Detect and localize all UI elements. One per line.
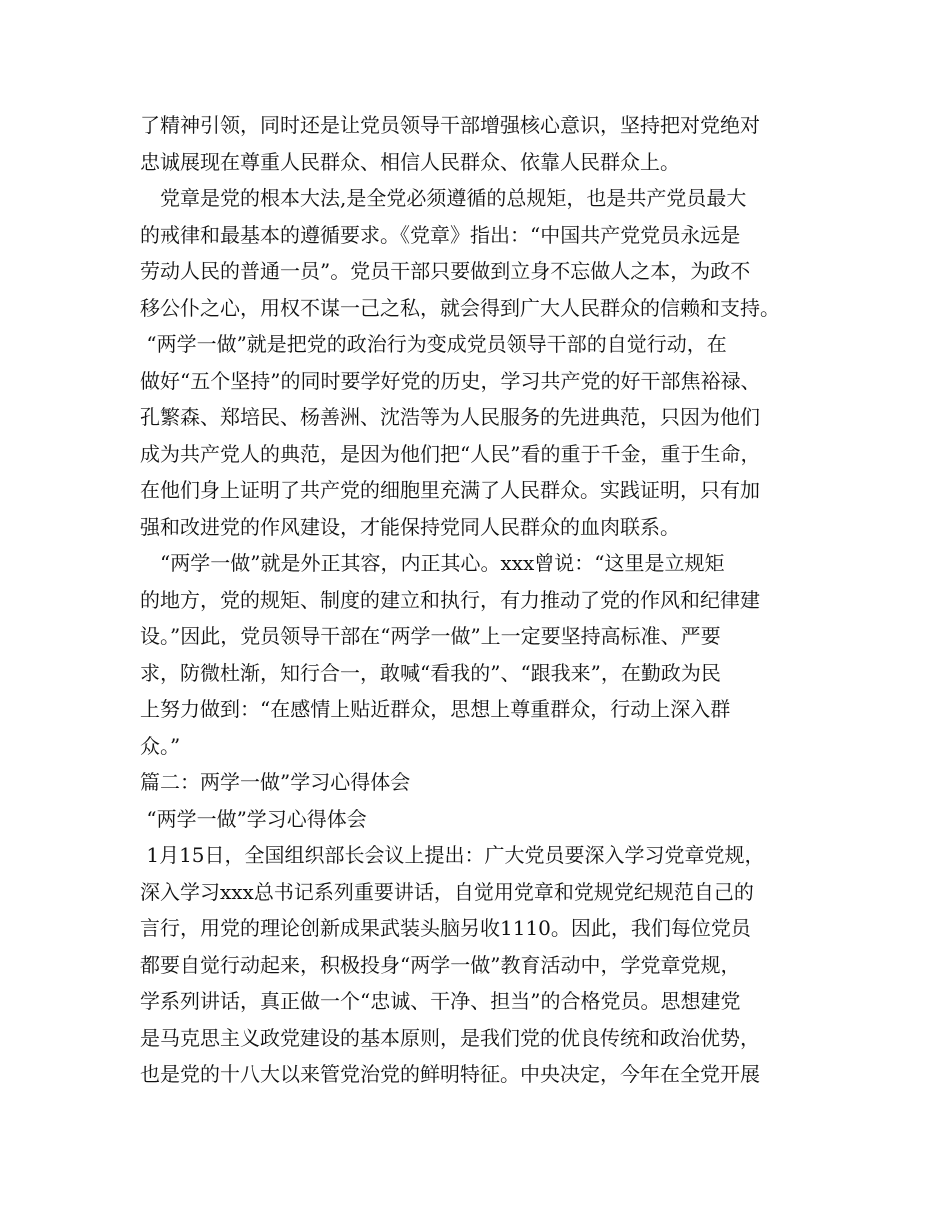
- article-title: “两学一做”学习心得体会: [140, 806, 367, 831]
- text-line: 也是党的十八大以来管党治党的鲜明特征。中央决定，今年在全党开展: [140, 1062, 760, 1086]
- text-line: “两学一做”就是把党的政治行为变成党员领导干部的自觉行动，在: [140, 332, 727, 356]
- section-heading: 篇二：两学一做”学习心得体会: [140, 770, 411, 794]
- text-line: 党章是党的根本大法,是全党必须遵循的总规矩，也是共产党员最大: [140, 186, 747, 210]
- text-line: 众。”: [140, 733, 181, 758]
- text-line: 设。”因此，党员领导干部在“两学一做”上一定要坚持高标准、严要: [140, 624, 721, 648]
- text-line: 学系列讲话，真正做一个“忠诚、干净、担当”的合格党员。思想建党: [140, 989, 741, 1013]
- text-line: 做好“五个坚持”的同时要学好党的历史，学习共产党的好干部焦裕禄、: [140, 368, 761, 393]
- text-line: 成为共产党人的典范，是因为他们把“人民”看的重于千金，重于生命，: [140, 441, 761, 466]
- text-line: 在他们身上证明了共产党的细胞里充满了人民群众。实践证明，只有加: [140, 478, 760, 502]
- text-line: 求，防微杜渐，知行合一，敢喊“看我的”、“跟我来”，在勤政为民: [140, 660, 721, 685]
- text-line: 都要自觉行动起来，积极投身“两学一做”教育活动中，学党章党规，: [140, 952, 741, 977]
- text-line: 深入学习xxx总书记系列重要讲话，自觉用党章和党规党纪规范自己的: [140, 879, 754, 904]
- text-line: 是马克思主义政党建设的基本原则，是我们党的优良传统和政治优势，: [140, 1025, 760, 1050]
- document-body: [140, 107, 830, 1093]
- text-line: “两学一做”就是外正其容，内正其心。xxx曾说：“这里是立规矩: [140, 551, 725, 575]
- text-line: 上努力做到：“在感情上贴近群众，思想上尊重群众，行动上深入群: [140, 697, 731, 721]
- text-line: 孔繁森、郑培民、杨善洲、沈浩等为人民服务的先进典范，只因为他们: [140, 405, 760, 429]
- text-line: 的戒律和最基本的遵循要求。《党章》指出：“中国共产党党员永远是: [140, 222, 741, 247]
- text-line: 强和改进党的作风建设，才能保持党同人民群众的血肉联系。: [140, 514, 680, 539]
- text-line: 言行，用党的理论创新成果武装头脑另收1110。因此，我们每位党员: [140, 916, 751, 940]
- text-line: 劳动人民的普通一员”。党员干部只要做到立身不忘做人之本，为政不: [140, 259, 751, 283]
- text-line: 1月15日，全国组织部长会议上提出：广大党员要深入学习党章党规，: [140, 843, 765, 867]
- text-line: 的地方，党的规矩、制度的建立和执行，有力推动了党的作风和纪律建: [140, 587, 760, 612]
- text-line: 了精神引领，同时还是让党员领导干部增强核心意识，坚持把对党绝对: [140, 113, 760, 137]
- text-line: 忠诚展现在尊重人民群众、相信人民群众、依靠人民群众上。: [140, 149, 680, 174]
- text-line: 移公仆之心，用权不谋一己之私，就会得到广大人民群众的信赖和支持。: [140, 295, 780, 320]
